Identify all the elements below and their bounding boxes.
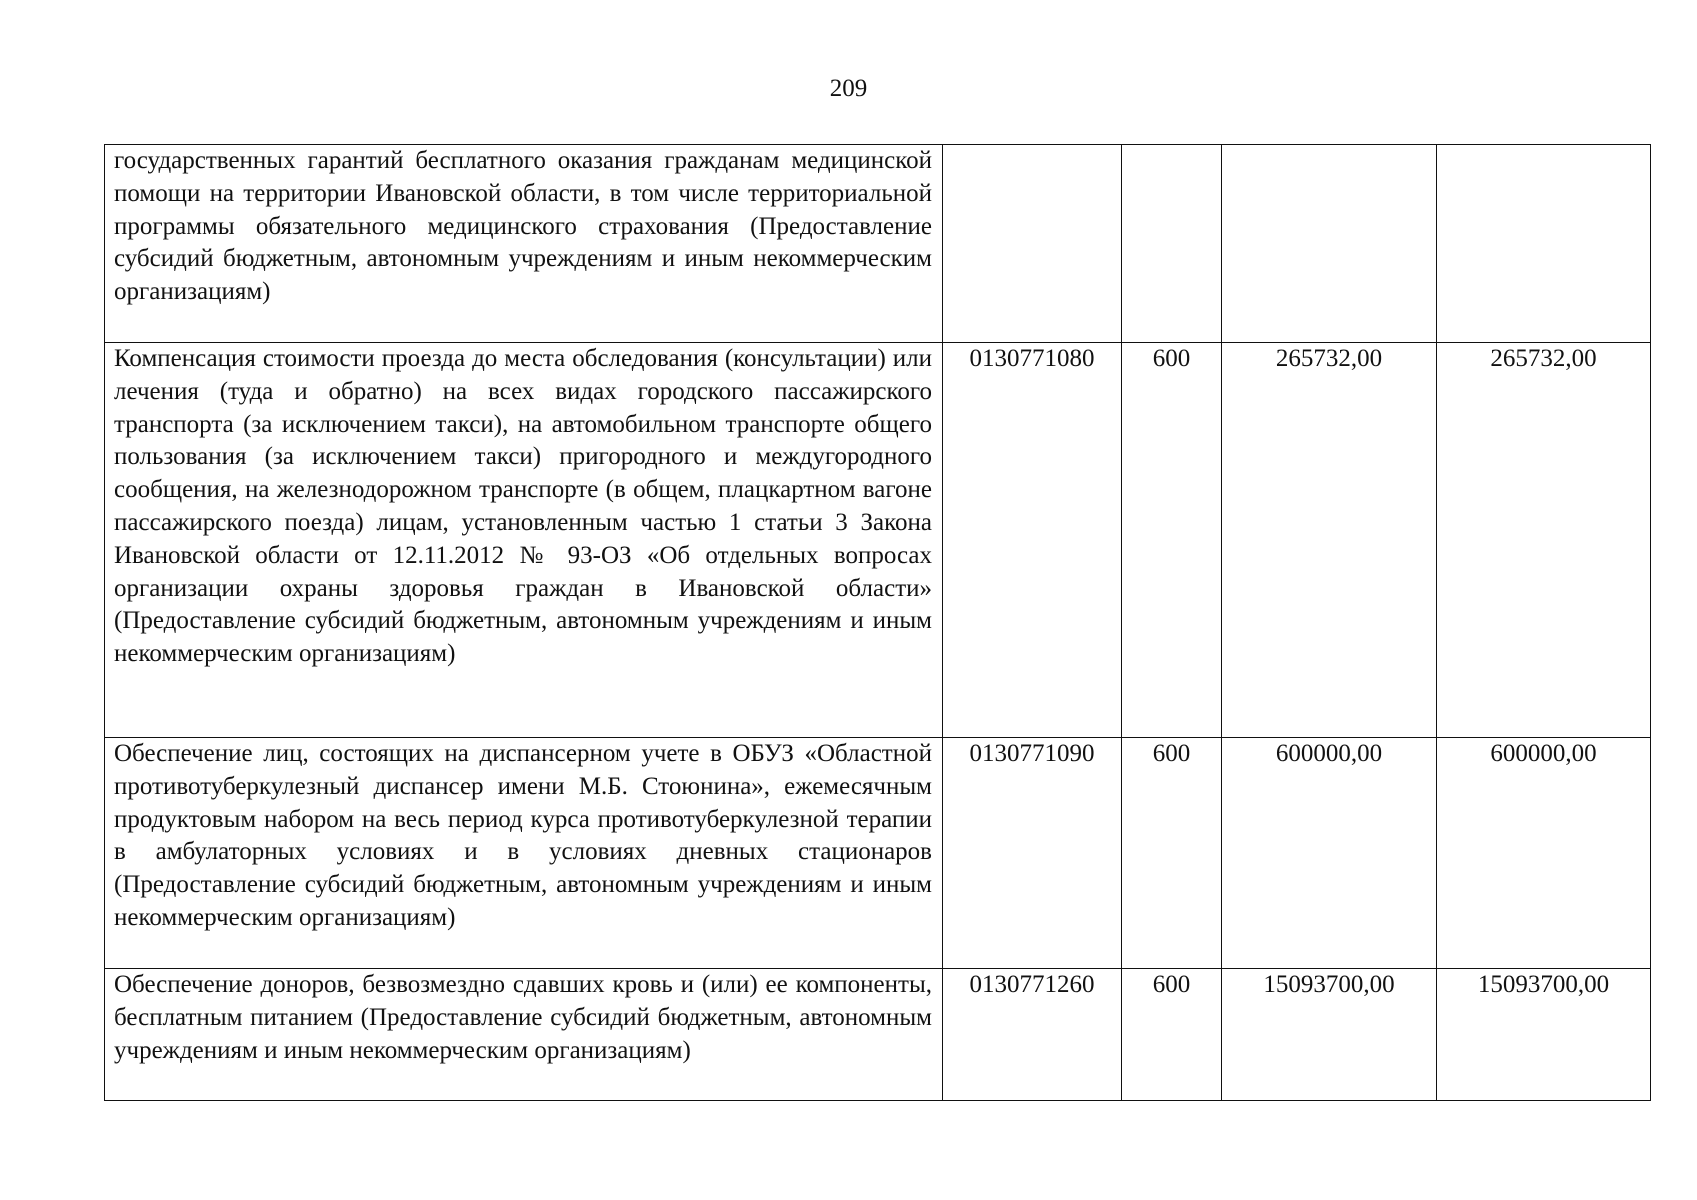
- page-number: 209: [829, 75, 868, 102]
- row-target-code: 0130771090: [943, 738, 1122, 969]
- row-sum-1: 15093700,00: [1222, 969, 1437, 1101]
- row-description: Обеспечение доноров, безвозмездно сдавших кровь и (или) ее компоненты, бесплатным питанием (Предоставление субсидий бюджетным, автономным учреждениям и иным некоммерческим организациям): [105, 969, 943, 1101]
- row-sum-2: [1437, 145, 1651, 343]
- row-target-code: 0130771080: [943, 343, 1122, 738]
- table-row: [105, 738, 1651, 969]
- row-sum-1: 265732,00: [1222, 343, 1437, 738]
- row-target-code: [943, 145, 1122, 343]
- table-row: [105, 969, 1651, 1101]
- row-description: Обеспечение лиц, состоящих на диспансерном учете в ОБУЗ «Областной противотуберкулезный диспансер имени М.Б. Стоюнина», ежемесячным продуктовым набором на весь период курса противотуберкулезной терапии в амбулаторных условиях и в условиях дневных стационаров (Предоставление субсидий бюджетным, автономным учреждениям и иным некоммерческим организациям): [105, 738, 943, 969]
- budget-table: [104, 144, 1651, 1101]
- table-row: [105, 343, 1651, 738]
- row-description: государственных гарантий бесплатного оказания гражданам медицинской помощи на территории Ивановской области, в том числе территориальной программы обязательного медицинского страхования (Предоставление субсидий бюджетным, автономным учреждениям и иным некоммерческим организациям): [105, 145, 943, 343]
- table-row: [105, 145, 1651, 343]
- row-sum-2: 265732,00: [1437, 343, 1651, 738]
- row-expense-type: 600: [1122, 343, 1222, 738]
- row-target-code: 0130771260: [943, 969, 1122, 1101]
- row-expense-type: 600: [1122, 738, 1222, 969]
- row-expense-type: [1122, 145, 1222, 343]
- row-sum-2: 600000,00: [1437, 738, 1651, 969]
- row-sum-1: 600000,00: [1222, 738, 1437, 969]
- row-description: Компенсация стоимости проезда до места обследования (консультации) или лечения (туда и обратно) на всех видах городского пассажирского транспорта (за исключением такси), на автомобильном транспорте общего пользования (за исключением такси) пригородного и междугородного сообщения, на железнодорожном транспорте (в общем, плацкартном вагоне пассажирского поезда) лицам, установленным частью 1 статьи 3 Закона Ивановской области от 12.11.2012 № 93-ОЗ «Об отдельных вопросах организации охраны здоровья граждан в Ивановской области» (Предоставление субсидий бюджетным, автономным учреждениям и иным некоммерческим организациям): [105, 343, 943, 738]
- row-expense-type: 600: [1122, 969, 1222, 1101]
- row-sum-2: 15093700,00: [1437, 969, 1651, 1101]
- row-sum-1: [1222, 145, 1437, 343]
